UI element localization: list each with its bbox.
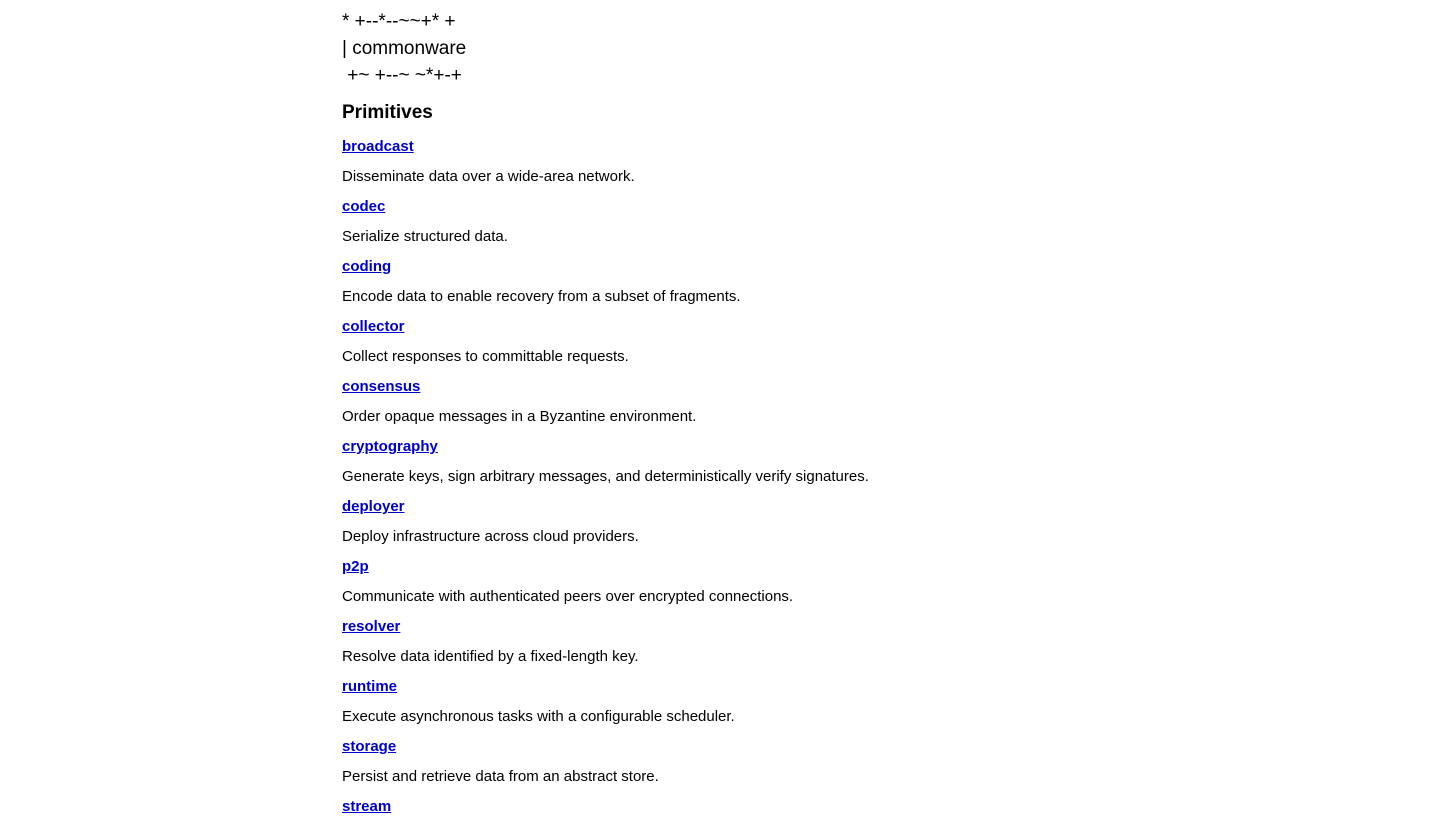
link-broadcast[interactable]: broadcast xyxy=(342,138,414,155)
link-collector[interactable]: collector xyxy=(342,318,405,335)
item-description: Generate keys, sign arbitrary messages, and deterministically verify signatures. xyxy=(342,468,869,485)
item-description: Communicate with authenticated peers over encrypted connections. xyxy=(342,588,794,605)
list-item xyxy=(342,497,1142,547)
item-description: Disseminate data over a wide-area network. xyxy=(342,168,635,185)
item-description: Order opaque messages in a Byzantine environment. xyxy=(342,408,697,425)
item-description: Serialize structured data. xyxy=(342,228,508,245)
list-item xyxy=(342,377,1142,427)
item-description: Resolve data identified by a fixed-length key. xyxy=(342,648,639,665)
link-p2p[interactable]: p2p xyxy=(342,558,369,575)
link-cryptography[interactable]: cryptography xyxy=(342,438,438,455)
list-item xyxy=(342,737,1142,787)
item-description: Persist and retrieve data from an abstract store. xyxy=(342,768,659,785)
list-item xyxy=(342,797,1142,817)
list-item xyxy=(342,257,1142,307)
logo-line-3: +~ +--~ ~*+-+ xyxy=(342,65,462,86)
primitives-list xyxy=(342,137,1142,817)
item-description: Collect responses to committable requests. xyxy=(342,348,629,365)
logo-line-2: | commonware xyxy=(342,38,467,59)
list-item xyxy=(342,317,1142,367)
list-item xyxy=(342,617,1142,667)
link-resolver[interactable]: resolver xyxy=(342,618,401,635)
logo xyxy=(342,8,1142,89)
list-item xyxy=(342,137,1142,187)
list-item xyxy=(342,437,1142,487)
link-coding[interactable]: coding xyxy=(342,258,392,275)
link-storage[interactable]: storage xyxy=(342,738,397,755)
section-title-primitives: Primitives xyxy=(342,102,433,123)
item-description: Encode data to enable recovery from a subset of fragments. xyxy=(342,288,741,305)
logo-line-1: * +--*--~~+* + xyxy=(342,11,456,32)
item-description: Deploy infrastructure across cloud providers. xyxy=(342,528,639,545)
list-item xyxy=(342,677,1142,727)
item-description: Execute asynchronous tasks with a configurable scheduler. xyxy=(342,708,735,725)
page-content xyxy=(342,8,1142,817)
link-deployer[interactable]: deployer xyxy=(342,498,405,515)
link-consensus[interactable]: consensus xyxy=(342,378,421,395)
link-stream[interactable]: stream xyxy=(342,798,392,815)
link-codec[interactable]: codec xyxy=(342,198,386,215)
list-item xyxy=(342,557,1142,607)
link-runtime[interactable]: runtime xyxy=(342,678,398,695)
list-item xyxy=(342,197,1142,247)
